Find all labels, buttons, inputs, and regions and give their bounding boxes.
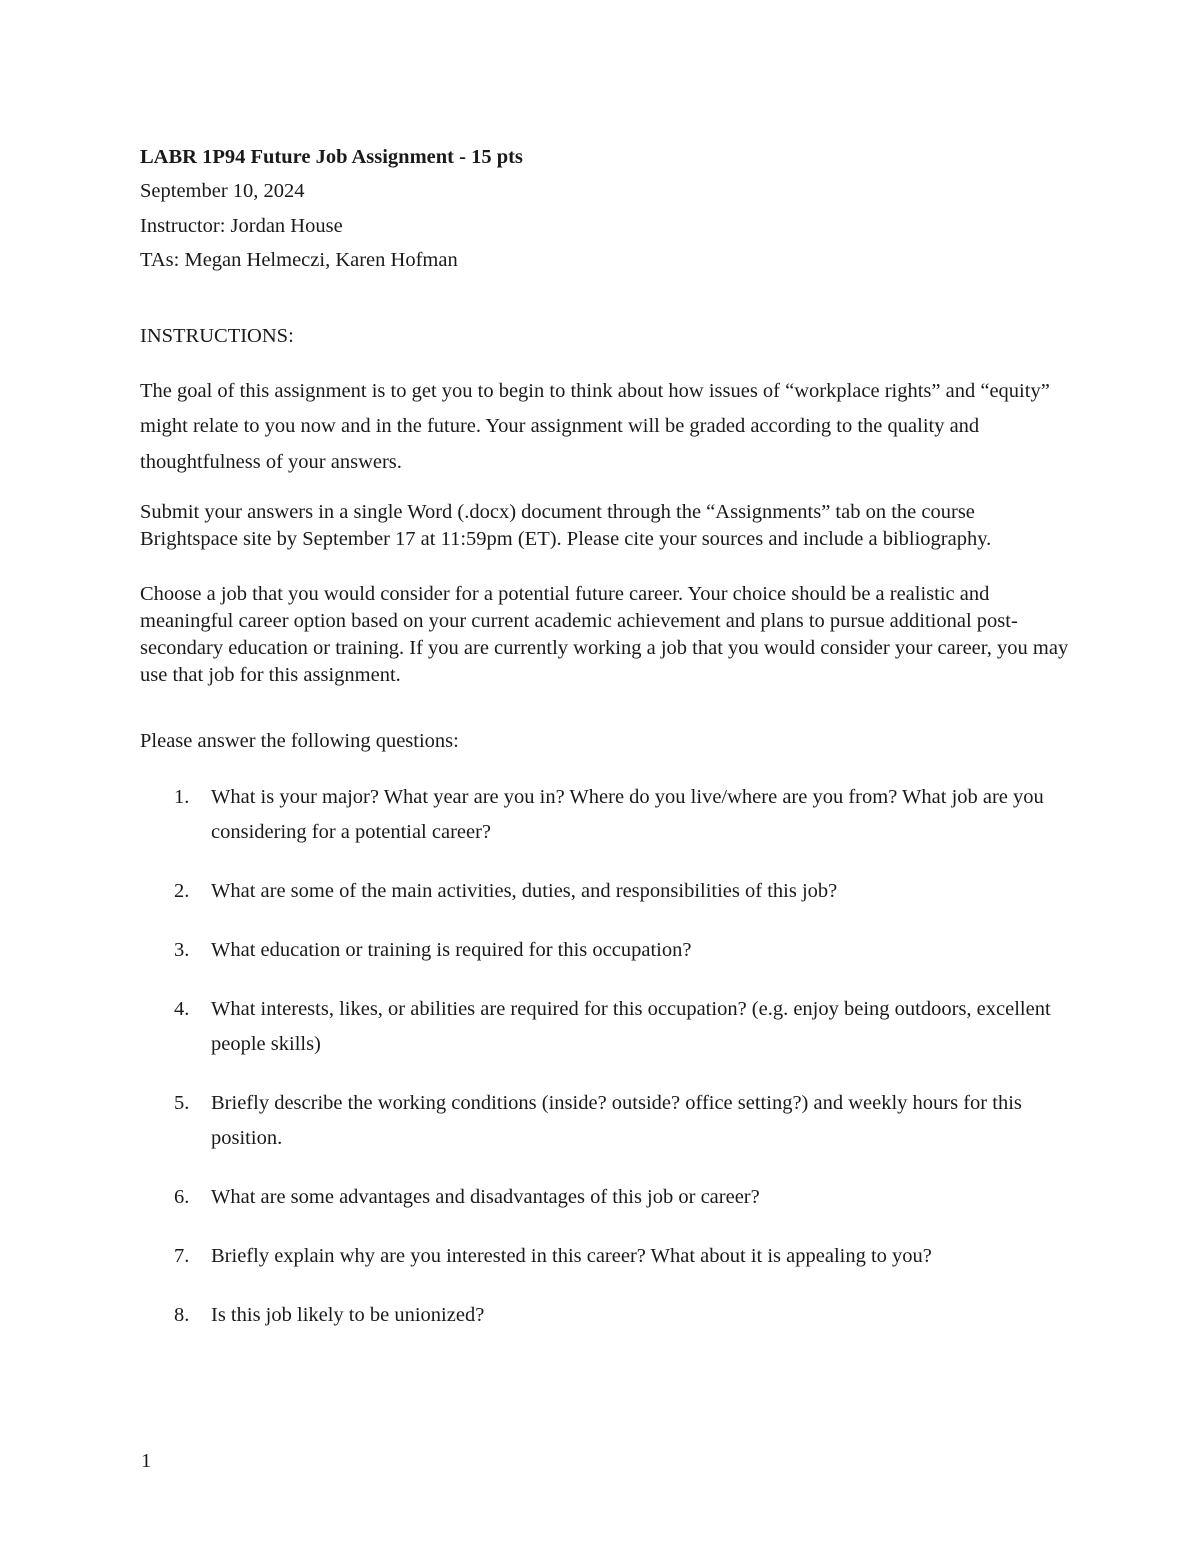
question-text: What are some of the main activities, duties, and responsibilities of this job? (211, 879, 838, 902)
question-text: Briefly describe the working conditions (inside? outside? office setting?) and weekly hours for this position. (211, 1091, 1022, 1149)
question-number: 6. (174, 1185, 190, 1208)
question-text: Briefly explain why are you interested in this career? What about it is appealing to you? (211, 1244, 932, 1267)
question-item (140, 1180, 1070, 1215)
question-number: 5. (174, 1091, 190, 1114)
document-page (140, 140, 1070, 1357)
instructions-heading: INSTRUCTIONS: (140, 324, 294, 347)
question-text: What education or training is required for this occupation? (211, 938, 692, 961)
instructor-line: Instructor: Jordan House (140, 214, 343, 237)
question-text: What are some advantages and disadvantages of this job or career? (211, 1185, 760, 1208)
document-title: LABR 1P94 Future Job Assignment - 15 pts (140, 146, 523, 168)
question-item (140, 992, 1070, 1062)
question-number: 3. (174, 938, 190, 961)
question-number: 2. (174, 879, 190, 902)
question-item (140, 780, 1070, 850)
question-text: What is your major? What year are you in? Where do you live/where are you from? What job are you considering for a potential career? (211, 785, 1044, 843)
page-number: 1 (141, 1450, 152, 1472)
question-item (140, 874, 1070, 909)
question-item (140, 1086, 1070, 1156)
submit-paragraph: Submit your answers in a single Word (.docx) document through the “Assignments” tab on the course Brightspace site by September 17 at 11:59pm (ET). Please cite your sources and include a bibliography. (140, 501, 992, 551)
question-text: What interests, likes, or abilities are required for this occupation? (e.g. enjoy being outdoors, excellent people skills) (211, 997, 1051, 1055)
tas-line: TAs: Megan Helmeczi, Karen Hofman (140, 249, 458, 271)
question-text: Is this job likely to be unionized? (211, 1303, 485, 1326)
question-number: 8. (174, 1303, 190, 1326)
questions-prompt: Please answer the following questions: (140, 729, 459, 752)
choose-job-paragraph: Choose a job that you would consider for a potential future career. Your choice should be a realistic and meaningful career option based on your current academic achievement and plans to pursue additional post-secondary education or training. If you are currently working a job that you would consider your career, you may use that job for this assignment. (140, 582, 1069, 687)
question-list (140, 780, 1070, 1333)
question-number: 7. (174, 1244, 190, 1267)
question-item (140, 1298, 1070, 1333)
document-date: September 10, 2024 (140, 180, 305, 202)
question-number: 4. (174, 997, 190, 1020)
question-item (140, 933, 1070, 968)
question-number: 1. (174, 785, 190, 808)
goal-paragraph: The goal of this assignment is to get you to begin to think about how issues of “workplace rights” and “equity” might relate to you now and in the future. Your assignment will be graded according to the quality and thoughtfulness of your answers. (140, 379, 1050, 473)
question-item (140, 1239, 1070, 1274)
